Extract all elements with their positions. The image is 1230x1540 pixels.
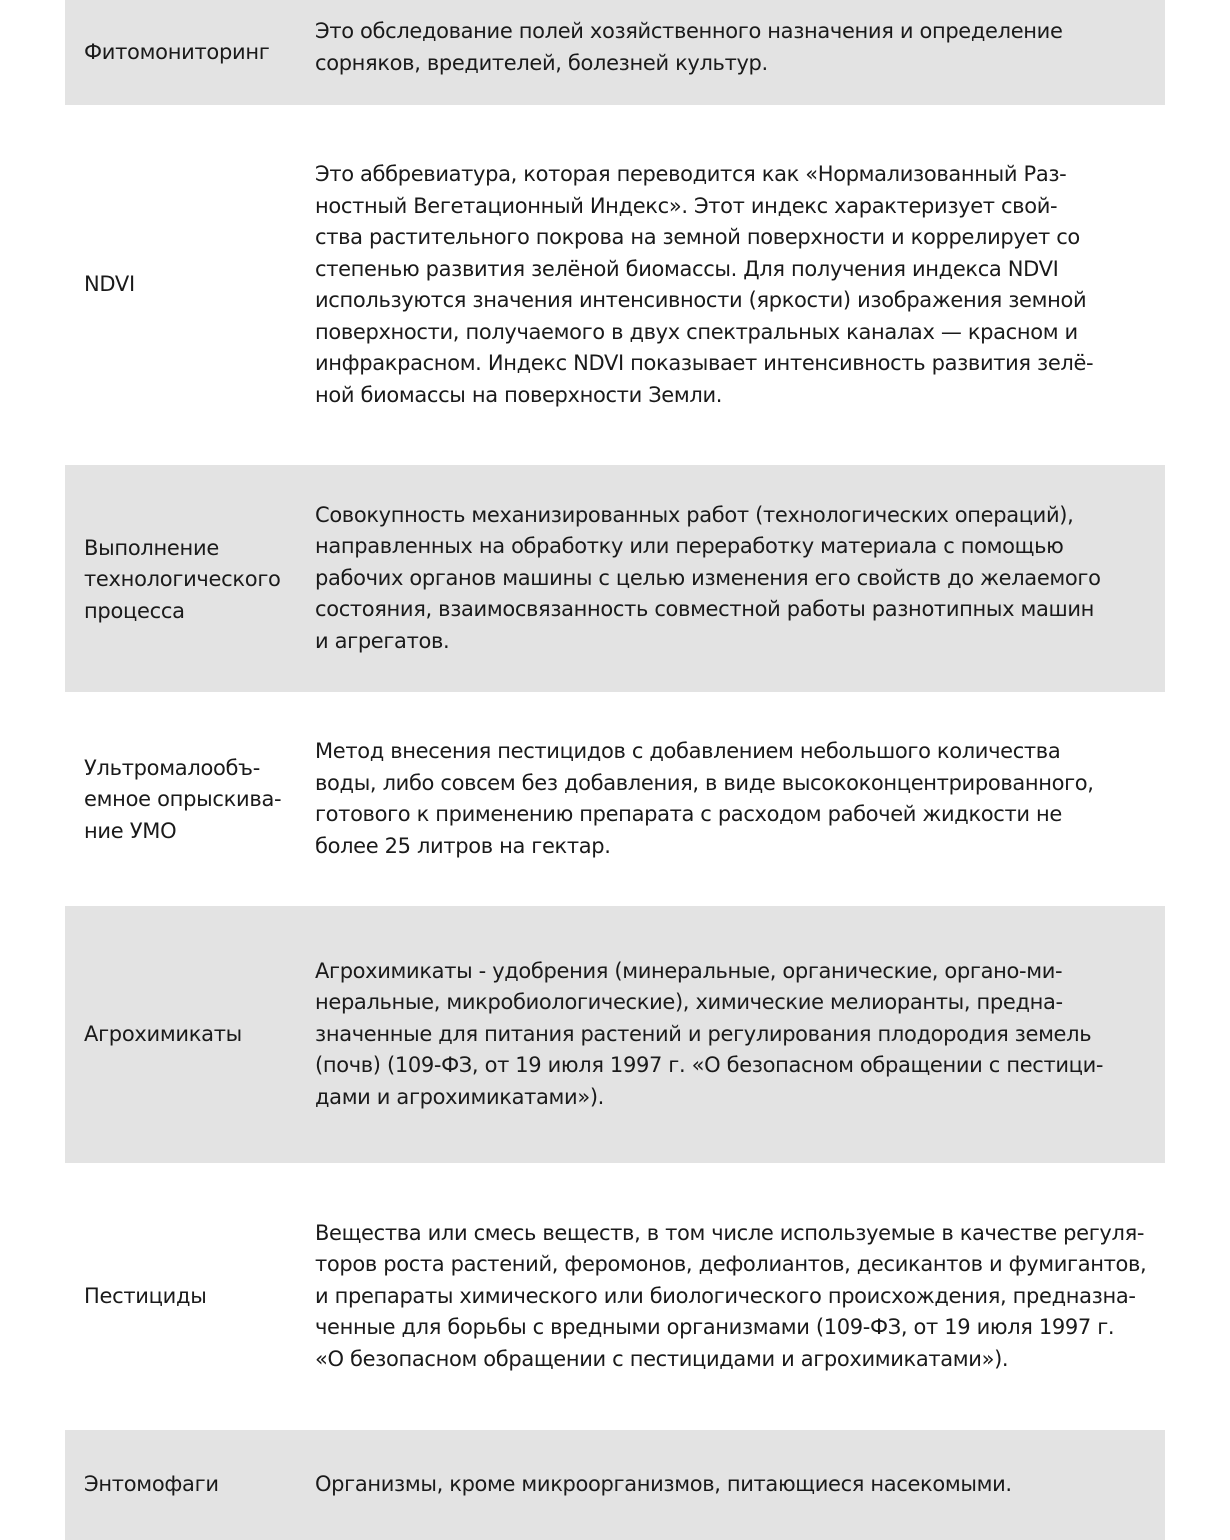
term-line: Выполнение [84,535,219,560]
definition-cell [315,1218,1165,1376]
definition-line: Метод внесения пестицидов с добавлением небольшого количества [315,739,1061,763]
definition-line: значенные для питания растений и регулирования плодородия земель [315,1021,1092,1046]
definition-line: поверхности, получаемого в двух спектральных каналах — красном и [315,319,1078,344]
term-line: процесса [84,598,185,623]
definition-line: более 25 литров на гектар. [315,833,611,858]
definition-cell [315,16,1165,79]
definition-line: используются значения интенсивности (яркости) изображения земной [315,288,1087,312]
definition-line: степенью развития зелёной биомассы. Для получения индекса NDVI [315,256,1059,281]
definition-line: торов роста растений, феромонов, дефолиантов, десикантов и фумигантов, [315,1252,1147,1277]
definition-line: (почв) (109-ФЗ, от 19 июля 1997 г. «О безопасном обращении с пестици- [315,1053,1104,1078]
definition-line: готового к применению препарата с расходом рабочей жидкости не [315,802,1062,826]
table-row [65,1163,1165,1430]
term-cell [65,1281,315,1313]
definition-line: Организмы, кроме микроорганизмов, питающиеся насекомыми. [315,1472,1012,1497]
definition-cell [315,159,1165,411]
table-row [65,465,1165,692]
definition-line: ной биомассы на поверхности Земли. [315,382,723,407]
definition-cell [315,1469,1165,1501]
definition-line: и препараты химического или биологического происхождения, предназна- [315,1283,1136,1308]
definition-line: Это аббревиатура, которая переводится как «Нормализованный Раз- [315,162,1067,186]
term-cell [65,37,315,69]
term-line: Фитомониторинг [84,39,270,64]
definition-line: Агрохимикаты - удобрения (минеральные, органические, органо-ми- [315,958,1063,983]
term-line: Агрохимикаты [84,1021,242,1046]
term-cell [65,269,315,301]
definition-line: Это обследование полей хозяйственного назначения и определение [315,19,1063,43]
glossary-table [65,0,1165,1540]
term-cell [65,1469,315,1501]
definition-line: ностный Вегетационный Индекс». Этот индекс характеризует свой- [315,193,1058,218]
term-cell [65,533,315,628]
table-row [65,1430,1165,1540]
term-cell [65,1019,315,1051]
definition-line: рабочих органов машины с целью изменения его свойств до желаемого [315,565,1101,590]
definition-line: ства растительного покрова на земной поверхности и коррелирует со [315,225,1080,249]
definition-line: инфракрасном. Индекс NDVI показывает интенсивность развития зелё- [315,351,1094,375]
definition-line: направленных на обработку или переработку материала с помощью [315,534,1064,559]
table-row [65,105,1165,465]
definition-cell [315,956,1165,1114]
definition-line: Совокупность механизированных работ (технологических операций), [315,502,1074,527]
definition-line: «О безопасном обращении с пестицидами и агрохимикатами»). [315,1346,1009,1371]
term-line: Пестициды [84,1283,207,1308]
term-line: Энтомофаги [84,1472,219,1497]
definition-line: состояния, взаимосвязанность совместной работы разнотипных машин [315,597,1095,622]
definition-line: воды, либо совсем без добавления, в виде высококонцентрированного, [315,770,1094,795]
table-row [65,0,1165,105]
term-line: Ультромалообъ- [84,755,261,780]
table-row [65,692,1165,906]
table-row [65,906,1165,1163]
definition-line: дами и агрохимикатами»). [315,1084,604,1109]
term-cell [65,753,315,848]
term-line: ние УМО [84,818,177,843]
definition-line: неральные, микробиологические), химические мелиоранты, предна- [315,990,1063,1015]
definition-line: и агрегатов. [315,628,450,653]
definition-cell [315,500,1165,658]
term-line: NDVI [84,272,135,297]
definition-line: сорняков, вредителей, болезней культур. [315,50,768,75]
definition-cell [315,736,1165,862]
term-line: емное опрыскива- [84,787,282,812]
term-line: технологического [84,567,281,592]
definition-line: Вещества или смесь веществ, в том числе используемые в качестве регуля- [315,1220,1145,1245]
definition-line: ченные для борьбы с вредными организмами (109-ФЗ, от 19 июля 1997 г. [315,1315,1115,1340]
